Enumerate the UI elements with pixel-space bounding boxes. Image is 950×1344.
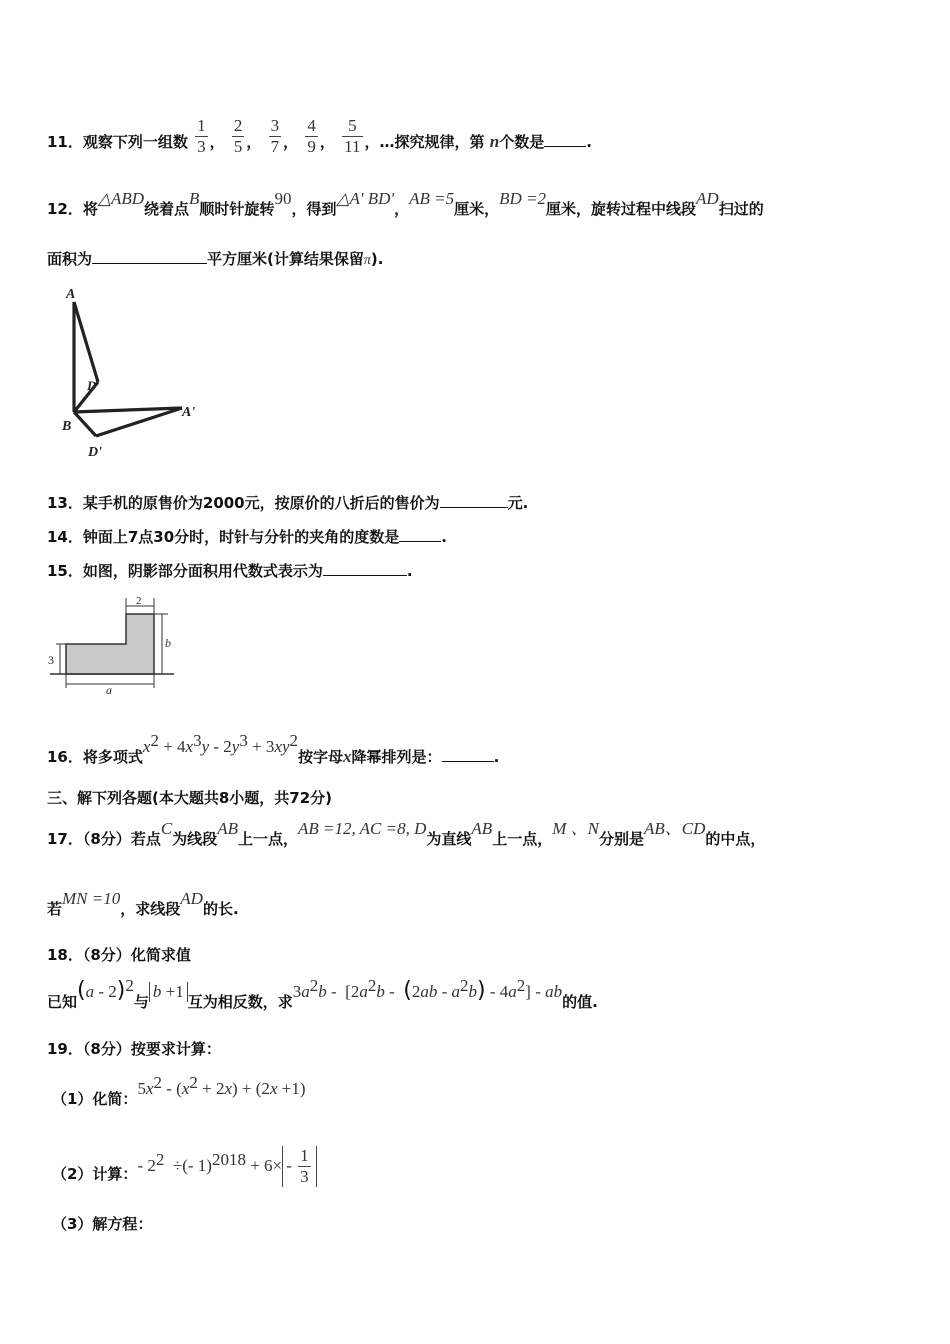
question-number: 18． [47,946,83,964]
label-d-prime: D' [88,445,102,460]
question-18-line2: 已知(a - 2)$^2$与b +1互为相反数，求$3a^2b - [2a^2b - (2ab - a^2b) - 4a^2]$ - ab的值. [47,976,598,1011]
shaded-region [66,614,154,674]
math-compute-expr: - $2^2$ ÷(- 1)$^{2018}$ + 6× - $\frac{1}{3}$ [137,1146,316,1187]
math-triangle-abd-prime: △A' BD' [336,189,395,208]
question-number: 17． [47,830,83,848]
label-d: D [87,378,97,393]
math-triangle-abd: △ABD [97,189,145,208]
figure-rotated-triangle [58,282,208,462]
question-17-line2: 若MN =10，求线段AD的长. [47,889,239,918]
fraction-3: $\frac{3}{7}$ [270,116,280,156]
label-right: b [165,636,171,650]
question-18: 18．（8分）化简求值 [47,946,191,964]
math-abs-term: b +1 [149,982,188,1002]
question-15: 15．如图，阴影部分面积用代数式表示为 . [47,562,413,580]
label-a: A [66,287,76,302]
question-14: 14．钟面上7点30分时，时针与分针的夹角的度数是 . [47,528,447,546]
question-number: 16． [47,748,83,766]
label-left: 3 [48,653,54,667]
figure-l-shape [44,592,184,696]
question-12-line2: 面积为 平方厘米(计算结果保留π). [47,250,384,268]
question-number: 12． [47,200,83,218]
math-bd-2: BD =2 [499,189,547,208]
label-bottom: a [106,683,112,696]
question-number: 15． [47,562,83,580]
triangle-lines [74,302,182,436]
fraction-4: $\frac{4}{9}$ [307,116,316,156]
question-19-part1: （1）化简：$5x^2 - (x^2 + 2x) + (2x +1)$ [52,1073,306,1108]
math-square-term: (a - 2)$^2$ [77,976,134,1003]
math-pi: π [363,253,371,268]
question-12: 12．将△ABD绕着点B顺时针旋转90，得到△A' BD'，AB =5厘米，BD =2厘米，旋转过程中线段AD扫过的 [47,189,764,218]
question-19: 19．（8分）按要求计算： [47,1040,221,1058]
question-17: 17．（8分）若点C为线段AB上一点，AB =12, AC =8, D为直线AB上一点，M 、N分别是AB、CD的中点， [47,819,766,848]
fraction-2: $\frac{2}{5}$ [233,116,243,156]
var-n: n [489,132,500,151]
answer-blank [440,493,508,508]
section-title: 三、解下列各题(本大题共8小题，共72分) [47,789,333,807]
question-number: 14． [47,528,83,546]
answer-blank [442,747,494,762]
question-text-tail: ，…探究规律，第 [364,133,485,151]
math-90: 90 [274,189,292,208]
math-expression: $3a^2b - [2a^2b - (2ab - a^2b) - 4a^2]$ - ab [292,976,563,1003]
math-simplify-expr: $5x^2 - (x^2 + 2x) + (2x +1)$ [137,1073,306,1098]
fraction-1: $\frac{1}{3}$ [197,116,206,156]
fraction-5: $\frac{5}{11}$ [344,116,361,156]
answer-blank [544,132,586,147]
math-polynomial: $x^2 + 4x^3y - 2y^3 + 3xy^2$ [142,731,299,756]
math-ad: AD [696,189,719,208]
math-ab-5: AB =5 [409,189,455,208]
question-13: 13．某手机的原售价为2000元，按原价的八折后的售价为 元. [47,494,529,512]
question-number: 11． [47,133,83,151]
label-a-prime: A' [182,405,196,420]
question-number: 13． [47,494,83,512]
question-19-part3: （3）解方程： [52,1215,153,1233]
question-16: 16．将多项式$x^2 + 4x^3y - 2y^3 + 3xy^2$按字母x降幂排列是： . [47,731,500,766]
label-b: B [62,419,72,434]
label-top: 2 [136,595,142,607]
question-11: 11．观察下列一组数 $\frac{1}{3}$ ， $\frac{2}{5}$ ， $\frac{3}{7}$ ， $\frac{4}{9}$ ， $\frac{5}{11}$ ，…探究规律，第 n个数是 . [47,116,592,156]
question-19-part2: （2）计算：- $2^2$ ÷(- 1)$^{2018}$ + 6× - $\frac{1}{3}$ [52,1154,317,1195]
answer-blank [399,527,441,542]
math-b: B [189,189,200,208]
question-text: 观察下列一组数 [82,133,188,151]
question-number: 19． [47,1040,83,1058]
answer-blank [92,249,207,264]
answer-blank [323,561,407,576]
